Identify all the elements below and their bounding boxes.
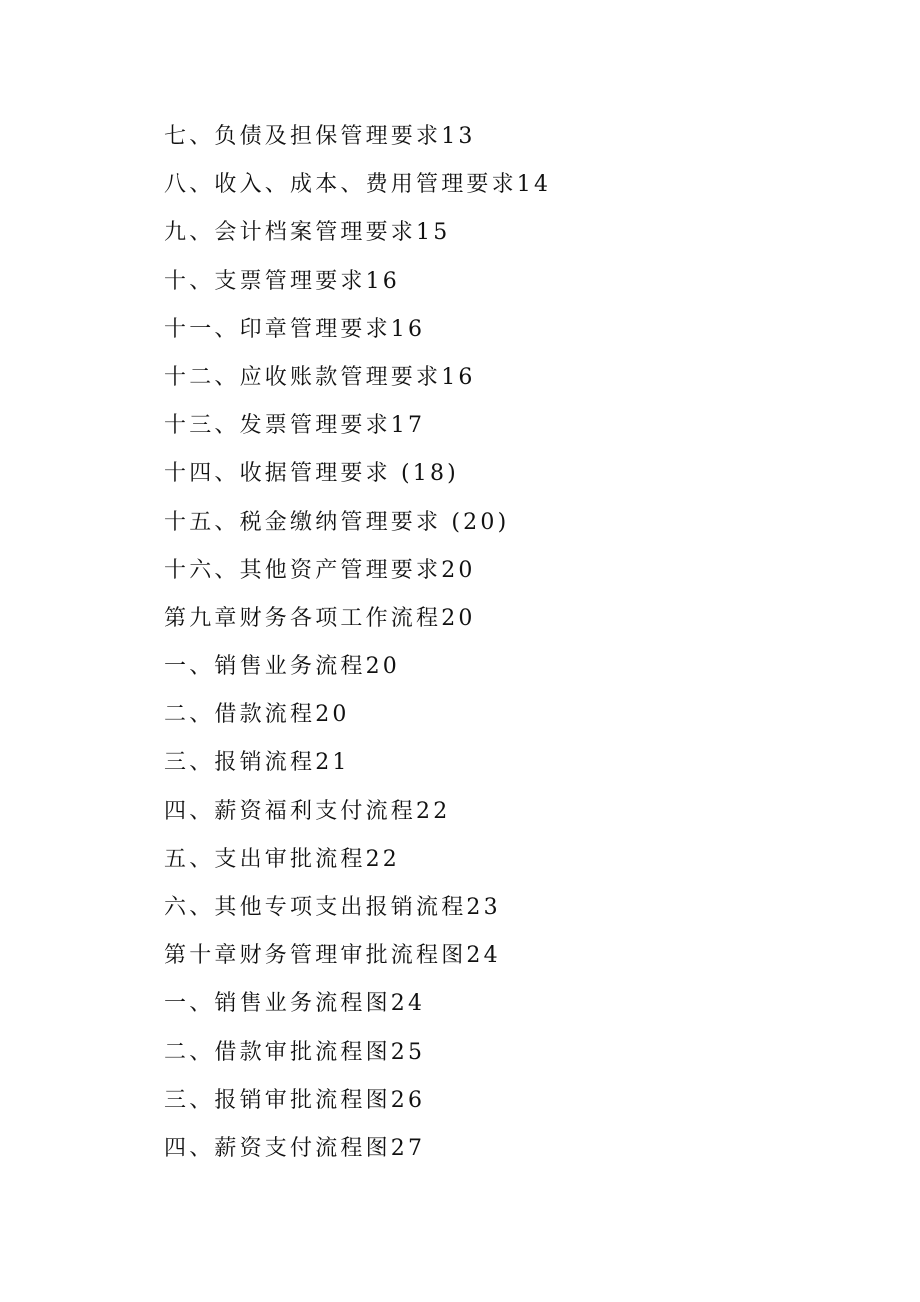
toc-entry: 十五、税金缴纳管理要求 (20) [164, 509, 510, 535]
toc-entry: 八、收入、成本、费用管理要求14 [164, 172, 552, 198]
toc-entry: 六、其他专项支出报销流程23 [164, 895, 501, 920]
toc-entry: 四、薪资支付流程图27 [164, 1135, 426, 1161]
toc-entry: 十一、印章管理要求16 [164, 316, 426, 342]
toc-entry: 十、支票管理要求16 [164, 268, 400, 294]
toc-entry: 十六、其他资产管理要求20 [164, 557, 476, 583]
toc-entry: 二、借款流程20 [164, 702, 350, 728]
toc-entry: 二、借款审批流程图25 [164, 1039, 426, 1065]
toc-chapter-heading: 第十章财务管理审批流程图24 [164, 943, 501, 969]
toc-entry: 十四、收据管理要求 (18) [164, 461, 459, 487]
toc-entry: 一、销售业务流程图24 [164, 991, 426, 1017]
toc-entry: 五、支出审批流程22 [164, 846, 400, 872]
toc-entry: 一、销售业务流程20 [164, 654, 400, 680]
toc-chapter-heading: 第九章财务各项工作流程20 [164, 605, 476, 631]
toc-entry: 四、薪资福利支付流程22 [164, 798, 451, 824]
table-of-contents [164, 115, 864, 1175]
toc-entry: 九、会计档案管理要求15 [164, 220, 451, 246]
toc-entry: 七、负债及担保管理要求13 [164, 124, 476, 149]
toc-entry: 十二、应收账款管理要求16 [164, 364, 476, 390]
toc-entry: 十三、发票管理要求17 [164, 413, 426, 439]
toc-entry: 三、报销流程21 [164, 750, 350, 776]
toc-entry: 三、报销审批流程图26 [164, 1087, 426, 1113]
